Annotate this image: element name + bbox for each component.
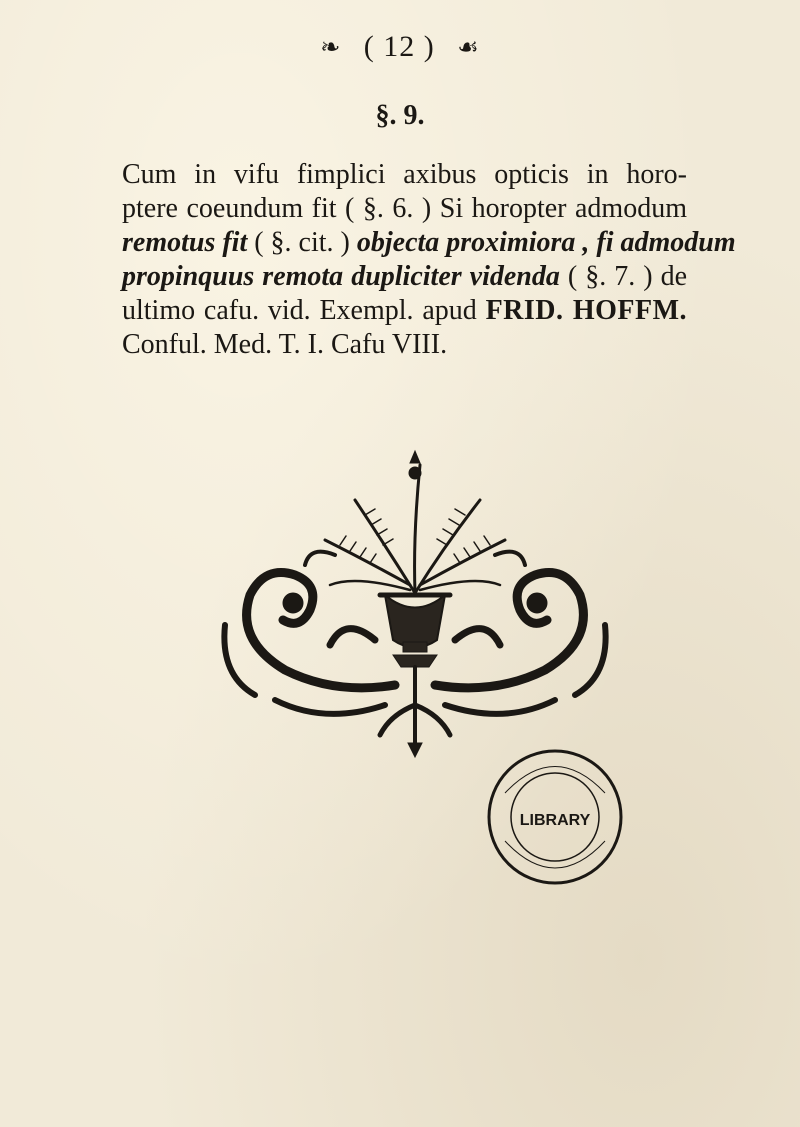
text-line-2: ptere coeundum fit ( §. 6. ) Si horopter admodum (122, 193, 687, 224)
text-line-5-author: FRID. HOFFM. (485, 295, 688, 326)
text-line-3 (122, 226, 736, 260)
text-line-5-plain: ultimo cafu. vid. Exempl. apud (122, 295, 486, 326)
text-line-4 (122, 260, 687, 294)
body-paragraph (122, 158, 736, 362)
page-number: ( 12 ) (363, 30, 435, 64)
library-stamp (483, 745, 628, 890)
text-line-4-plain: ( §. 7. ) de (559, 261, 687, 292)
text-line-1: Cum in vifu fimplici axibus opticis in horo- (122, 159, 687, 190)
text-line-3-italic-b: objecta proximiora , fi admodum (356, 227, 736, 258)
stamp-label: LIBRARY (519, 812, 591, 829)
left-flourish-icon: ❧ (320, 34, 342, 61)
page-header (0, 28, 800, 64)
text-line-3-plain: ( §. cit. ) (247, 227, 357, 258)
section-heading: §. 9. (375, 100, 425, 131)
right-flourish-icon: ☙ (457, 34, 480, 61)
text-line-3-italic-a: remotus fit (122, 227, 248, 258)
ornamental-vignette-icon (215, 445, 615, 765)
text-line-5 (122, 294, 687, 328)
text-line-6: Conful. Med. T. I. Cafu VIII. (122, 329, 448, 360)
text-line-4-italic: propinquus remota dupliciter videnda (122, 261, 560, 292)
